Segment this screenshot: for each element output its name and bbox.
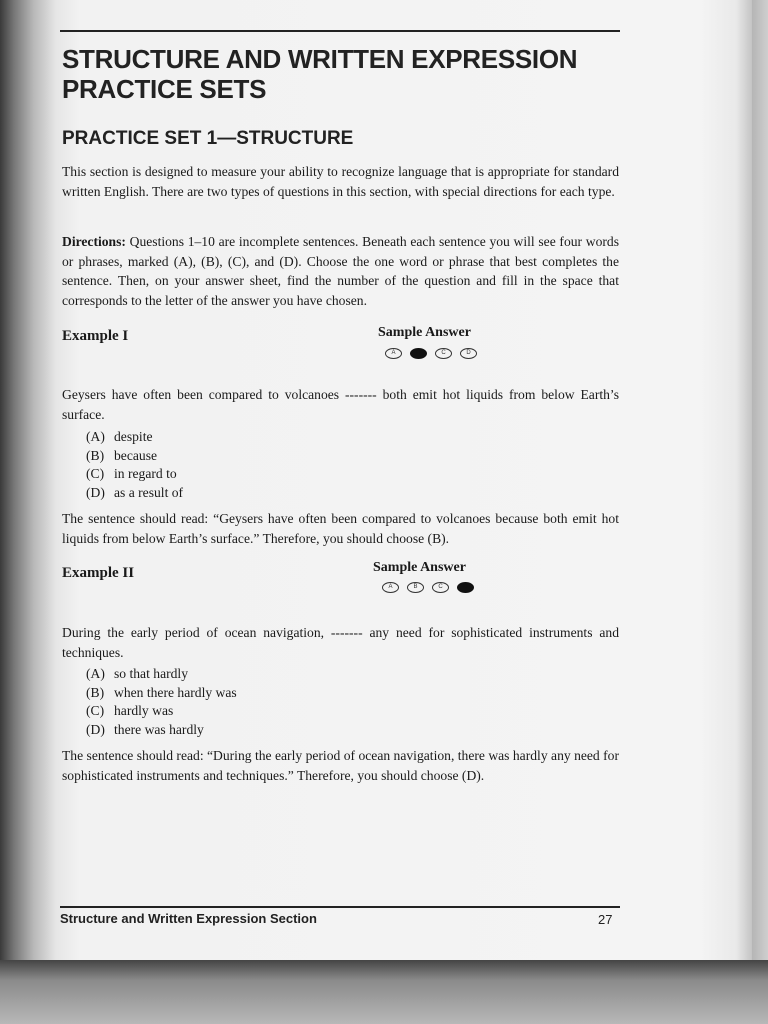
option-c: (C) hardly was xyxy=(86,703,174,718)
bubble-d: D xyxy=(460,348,477,359)
example-1-sample-answer-label: Sample Answer xyxy=(378,325,471,340)
option-d: (D) there was hardly xyxy=(86,721,204,737)
directions-text: Questions 1–10 are incomplete sentences. Beneath each sentence you will see four words or phrases, marked (A), (B), (C), and (D). Choose the one word or phrase that best completes the sentence. Then, on your answer sheet, find the number of the question and fill in the space that corresponds to the letter of the answer you have chosen. xyxy=(62,234,619,308)
example-1-explanation: The sentence should read: “Geysers have often been compared to volcanoes because both emit hot liquids from below Earth’s surface.” Therefore, you should choose (B). xyxy=(62,511,619,546)
bubble-c: C xyxy=(435,348,452,359)
scanner-bed-shadow xyxy=(0,960,768,1024)
footer-rule xyxy=(60,906,620,908)
example-1-label: Example I xyxy=(62,328,129,344)
bubble-d-filled: D xyxy=(457,582,474,593)
intro-paragraph: This section is designed to measure your ability to recognize language that is appropriate for standard written English. There are two types of questions in this section, with special directions for each type. xyxy=(62,164,619,199)
bubble-b: B xyxy=(407,582,424,593)
bubble-c: C xyxy=(432,582,449,593)
page-number: 27 xyxy=(598,912,613,927)
option-d: (D) as a result of xyxy=(86,484,184,500)
bubble-a: A xyxy=(385,348,402,359)
bubble-b-filled: B xyxy=(410,348,427,359)
directions-paragraph xyxy=(62,232,619,310)
bubble-a: A xyxy=(382,582,399,593)
page-title-line-1: STRUCTURE AND WRITTEN EXPRESSION xyxy=(62,44,578,74)
option-a: (A) so that hardly xyxy=(86,666,188,681)
example-2-options xyxy=(86,665,237,739)
option-b: (B) when there hardly was xyxy=(86,684,237,700)
directions-label: Directions: xyxy=(62,234,126,249)
example-2-question: During the early period of ocean navigation, ------- any need for sophisticated instruments and techniques. xyxy=(62,625,619,660)
example-1-question: Geysers have often been compared to volcanoes ------- both emit hot liquids from below Earth’s surface. xyxy=(62,387,619,422)
example-2-label: Example II xyxy=(62,565,135,581)
header-rule xyxy=(60,30,620,32)
option-b: (B) because xyxy=(86,447,158,463)
page-edge-shadow xyxy=(752,0,768,960)
example-1-answer-bubbles xyxy=(385,348,477,359)
example-2-explanation: The sentence should read: “During the early period of ocean navigation, there was hardly any need for sophisticated instruments and techniques.” Therefore, you should choose (D). xyxy=(62,748,619,783)
option-c: (C) in regard to xyxy=(86,466,177,481)
option-a: (A) despite xyxy=(86,429,153,444)
practice-set-title: PRACTICE SET 1—STRUCTURE xyxy=(62,128,354,149)
page-title-line-2: PRACTICE SETS xyxy=(62,74,267,104)
example-1-options xyxy=(86,428,183,502)
example-2-answer-bubbles xyxy=(382,582,474,593)
example-2-sample-answer-label: Sample Answer xyxy=(373,560,466,575)
footer-section-title: Structure and Written Expression Section xyxy=(60,911,317,926)
page-title xyxy=(62,44,622,104)
